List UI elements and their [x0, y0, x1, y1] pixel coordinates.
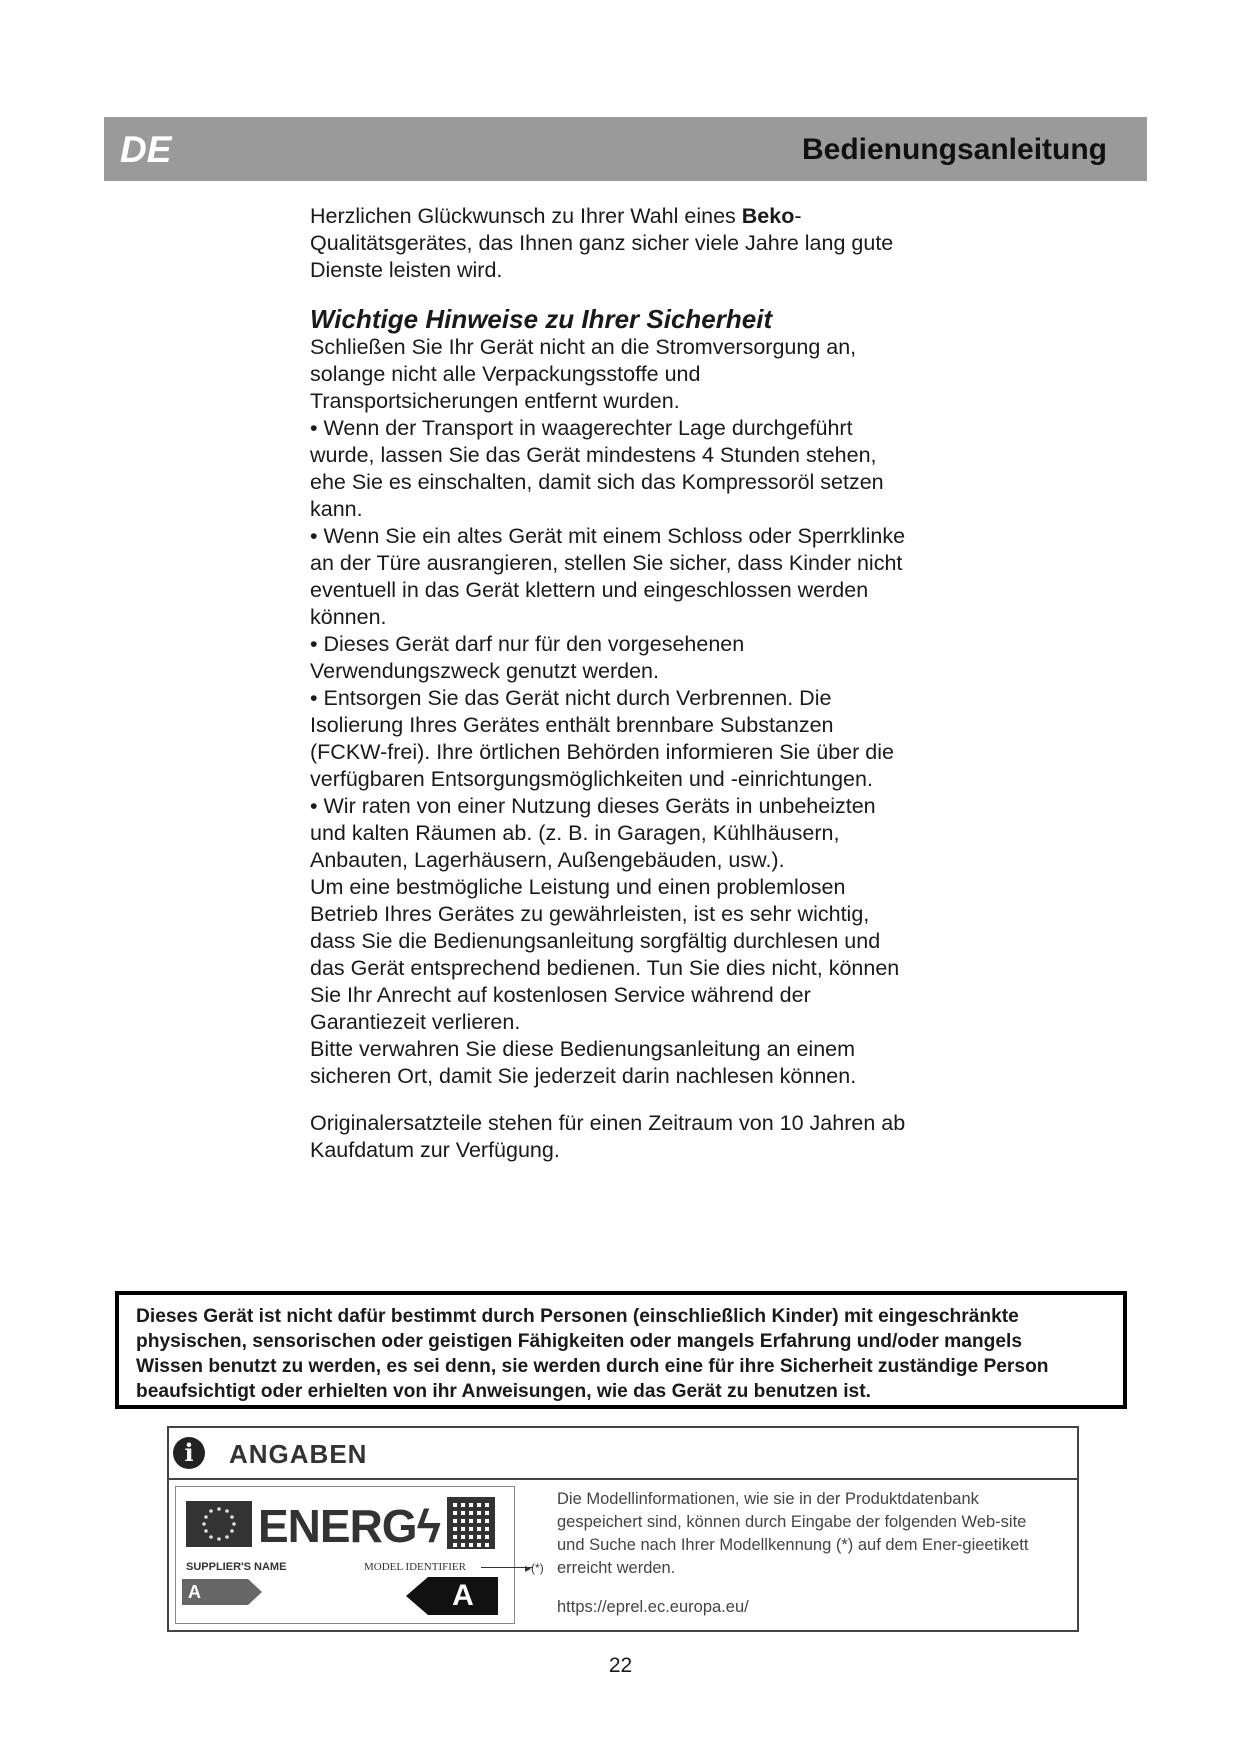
energy-class-arrow	[406, 1577, 428, 1615]
safety-paragraph: Bitte verwahren Sie diese Bedienungsanleitung an einem sicheren Ort, damit Sie jederzeit darin nachlesen können.	[310, 1037, 857, 1088]
safety-paragraph: • Wenn Sie ein altes Gerät mit einem Schloss oder Sperrklinke an der Türe ausrangieren, stellen Sie sicher, dass Kinder nicht eventuell in das Gerät klettern und eingeschlossen werden können.	[310, 524, 906, 629]
energy-class-badge: A	[428, 1577, 498, 1615]
eprel-link[interactable]: https://eprel.ec.europa.eu/	[557, 1598, 749, 1616]
energy-label-image	[175, 1486, 544, 1624]
page-number: 22	[608, 1654, 633, 1677]
info-panel	[167, 1426, 1079, 1632]
info-panel-title: ANGABEN	[229, 1439, 368, 1469]
safety-paragraph: • Dieses Gerät darf nur für den vorgesehenen Verwendungszweck genutzt werden.	[310, 632, 745, 683]
safety-paragraph: Um eine bestmögliche Leistung und einen problemlosen Betrieb Ihres Gerätes zu gewährleisten, ist es sehr wichtig, dass Sie die Bedienungsanleitung sorgfältig durchlesen und das Gerät entsprechend bedienen. Tun Sie dies nicht, können Sie Ihr Anrecht auf kostenlosen Service während der Garantiezeit verlieren.	[310, 875, 900, 1034]
lightning-icon: ϟ	[416, 1500, 440, 1552]
eu-flag-icon	[186, 1501, 252, 1547]
safety-paragraph: • Entsorgen Sie das Gerät nicht durch Verbrennen. Die Isolierung Ihres Gerätes enthält brennbare Substanzen (FCKW-frei). Ihre örtlichen Behörden informieren Sie über die verfügbaren Entsorgungsmöglichkeiten und -einrichtungen.	[310, 686, 894, 791]
info-icon: i	[173, 1437, 205, 1469]
info-panel-text: Die Modellinformationen, wie sie in der Produktdatenbank gespeichert sind, können durch Eingabe der folgenden Web-site und Suche nach Ihrer Modellkennung (*) auf dem Ener-gieetikett erreicht werden.	[557, 1490, 1029, 1577]
arrow-mark: ▸(*)	[525, 1561, 544, 1575]
model-mark: (*)	[531, 1561, 544, 1575]
intro-paragraph	[310, 203, 910, 284]
spare-parts-paragraph: Originalersatzteile stehen für einen Zeitraum von 10 Jahren ab Kaufdatum zur Verfügung.	[310, 1111, 906, 1162]
language-code: DE	[120, 129, 172, 170]
header-bar	[104, 117, 1147, 181]
brand-name: Beko	[741, 204, 795, 228]
energy-label-wordmark	[258, 1499, 440, 1553]
energy-class-scale-arrow	[248, 1579, 262, 1605]
model-identifier-label: MODEL IDENTIFIER	[364, 1561, 466, 1573]
supplier-label: SUPPLIER'S NAME	[186, 1561, 287, 1573]
warning-line: beaufsichtigt oder erhielten von ihr Anweisungen, wie das Gerät zu benutzen ist.	[136, 1381, 871, 1402]
safety-paragraph: Schließen Sie Ihr Gerät nicht an die Stromversorgung an, solange nicht alle Verpackungsstoffe und Transportsicherungen entfernt wurden.	[310, 335, 857, 413]
intro-text: Herzlichen Glückwunsch zu Ihrer Wahl eines	[310, 204, 742, 228]
energy-word: ENERG	[258, 1500, 417, 1552]
body-text	[310, 203, 910, 1164]
qr-code-icon	[447, 1497, 495, 1549]
section-heading: Wichtige Hinweise zu Ihrer Sicherheit	[310, 304, 773, 334]
energy-class-scale: A	[182, 1579, 248, 1605]
warning-line: physischen, sensorischen oder geistigen Fähigkeiten oder mangels Erfahrung und/oder mangels	[136, 1331, 1023, 1352]
intro-text-end: -Qualitätsgerätes, das Ihnen ganz sicher viele Jahre lang gute Dienste leisten wird.	[310, 204, 894, 282]
warning-line: Dieses Gerät ist nicht dafür bestimmt durch Personen (einschließlich Kinder) mit eingeschränkte	[136, 1306, 1019, 1327]
warning-box	[115, 1291, 1127, 1409]
page-title: Bedienungsanleitung	[801, 133, 1107, 166]
info-panel-header	[169, 1428, 1077, 1480]
safety-paragraph: • Wir raten von einer Nutzung dieses Geräts in unbeheizten und kalten Räumen ab. (z. B. in Garagen, Kühlhäusern, Anbauten, Lagerhäusern, Außengebäuden, usw.).	[310, 794, 876, 872]
warning-line: Wissen benutzt zu werden, es sei denn, sie werden durch eine für ihre Sicherheit zuständige Person	[136, 1356, 1049, 1377]
safety-paragraph: • Wenn der Transport in waagerechter Lage durchgeführt wurde, lassen Sie das Gerät mindestens 4 Stunden stehen, ehe Sie es einschalten, damit sich das Kompressoröl setzen kann.	[310, 416, 884, 521]
